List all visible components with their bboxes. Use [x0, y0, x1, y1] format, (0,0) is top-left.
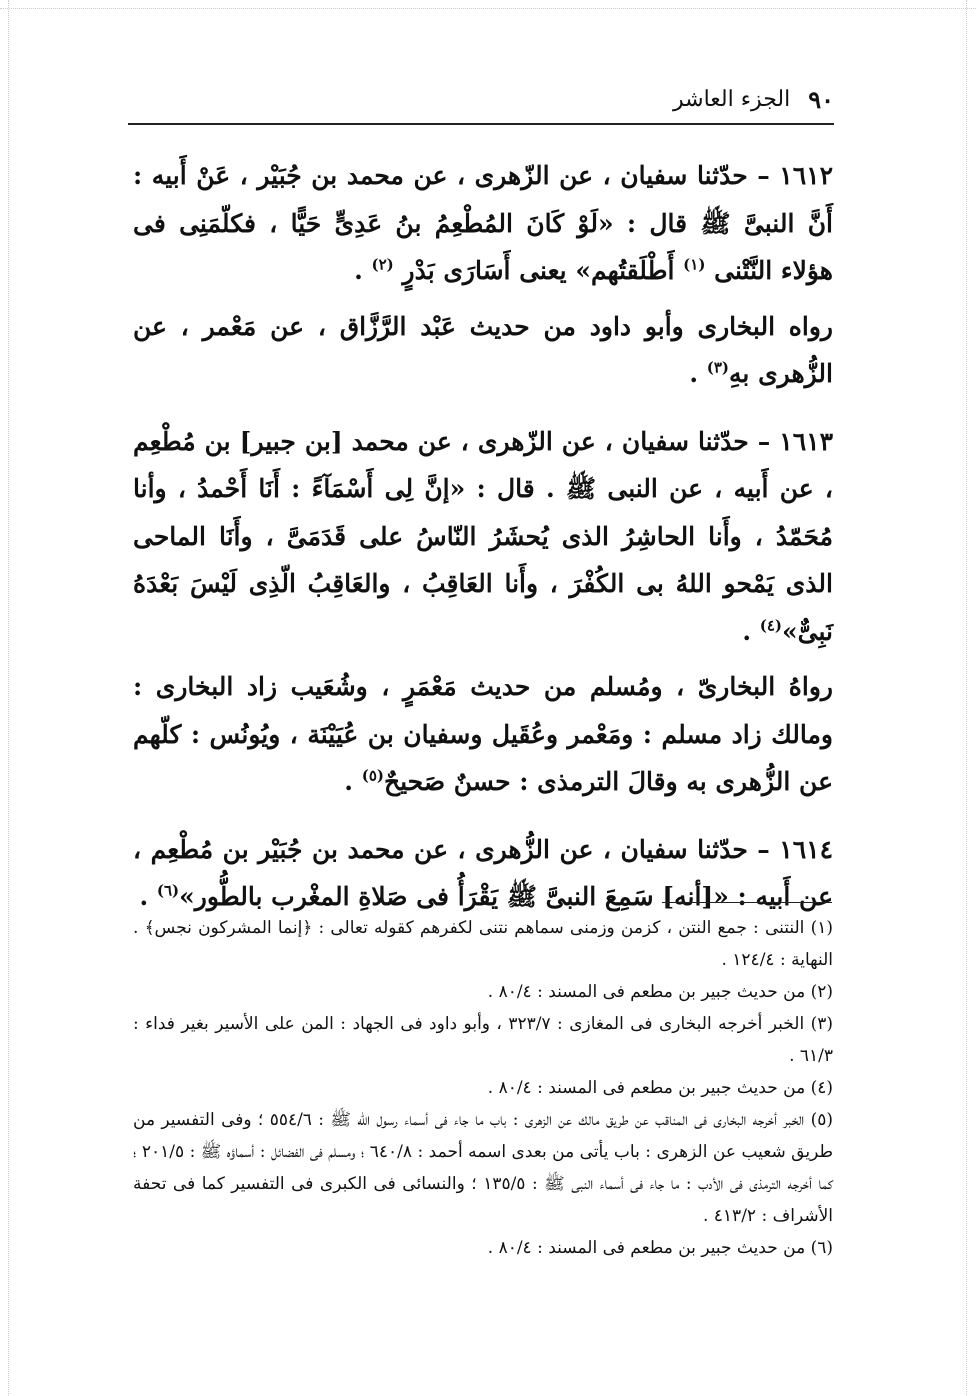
takhrij-1613-text: رواهُ البخارىّ ، ومُسلم من حديث مَعْمَرٍ ، وشُعَيب زاد البخارى : ومالك زاد مسلم : ومَعْمر وعُقَيل وسفيان بن عُيَيْنَة ، ويُونُس : كلّهم عن الزُّهرى به وقالَ الترمذى : حسنٌ صَحيحٌ [133, 672, 833, 796]
footnote-rule [662, 902, 832, 903]
scan-edge-left [8, 0, 10, 1396]
page-number: ٩٠ [808, 84, 834, 114]
hadith-1612-end: . [354, 256, 372, 285]
footnote-5: (٥) الخبر أخرجه البخارى فى المناقب عن طريق مالك عن الزهرى : باب ما جاء فى أسماء رسول الله ﷺ : ٥٥٤/٦ ؛ وفى التفسير من طريق شعيب عن الزهرى : باب يأتى من بعدى اسمه أحمد : ٦٤٠/٨ ؛ ومسلم فى الفضائل : أسماؤه ﷺ : ٢٠١/٥ ؛ كما أخرجه الترمذى فى الأدب : ما جاء فى أسماء النبى ﷺ : ١٣٥/٥ ؛ والنسائى فى الكبرى فى التفسير كما فى تحفة الأشراف : ٤١٣/٢ . [133, 1110, 833, 1226]
hadith-1613-text: ١٦١٣ – حدّثنا سفيان ، عن الزّهرى ، عن محمد [بن جبير] بن مُطْعِم ، عن أَبيه ، عن النبى ﷺ . قال : «إنَّ لِى أَسْمَآءً : أَنَا أَحْمدُ ، وأنا مُحَمّدُ ، وأَنا الحاشِرُ الذى يُحشَرُ النّاسُ على قَدَمَىَّ ، وأَنَا الماحى الذى يَمْحو اللهُ بى الكُفْرَ ، وأَنا العَاقِبُ ، والعَاقِبُ الّذِى لَيْسَ بَعْدَهُ نَبِىٌّ» [133, 426, 833, 646]
takhrij-1613-end: . [344, 767, 362, 796]
hadith-1612-takhrij [133, 303, 833, 398]
footnotes [133, 912, 833, 1264]
footnote-ref-6: (٦) [156, 881, 180, 900]
hadith-1614-text: ١٦١٤ – حدّثنا سفيان ، عن الزُّهرى ، عن محمد بن جُبَيْر بن مُطْعِم ، عن أَبيه : «[أنه] سَمِعَ النبىَّ ﷺ يَقْرَأُ فى صَلاةِ المغْرب بالطُّور» [133, 834, 833, 911]
footnote-3: (٣) الخبر أخرجه البخارى فى المغازى : ٣٢٣/٧ ، وأبو داود فى الجهاد : المن على الأسير بغير فداء : ٦١/٣ . [133, 1014, 834, 1066]
hadith-1612 [133, 152, 833, 295]
hadith-1613-takhrij [133, 663, 833, 806]
footnote-ref-5: (٥) [361, 766, 384, 785]
footnote-2: (٢) من حديث جبير بن مطعم فى المسند : ٨٠/٤ . [487, 982, 833, 1002]
hadith-1612-text: ١٦١٢ – حدّثنا سفيان ، عن الزّهرى ، عن محمد بن جُبَيْر ، عَنْ أَبيه : أَنَّ النبىَّ ﷺ قال : «لَوْ كَانَ المُطْعِمُ بنُ عَدِىٍّ حَيًّا ، فكلّمَنِى فى هؤلاء النَّتْنى [133, 161, 833, 285]
hadith-1612-text-cont: أَطْلَقتُهم» يعنى أَسَارَى بَدْرٍ [402, 256, 675, 285]
hadith-1613-end: . [742, 616, 760, 646]
running-header [128, 78, 834, 120]
header-rule [128, 123, 834, 125]
footnote-ref-3: (٣) [706, 358, 730, 377]
scan-edge-top [0, 8, 976, 10]
hadith-1614 [133, 826, 833, 921]
footnote-ref-2: (٢) [371, 255, 394, 274]
footnote-4: (٤) من حديث جبير بن مطعم فى المسند : ٨٠/٤ . [487, 1078, 833, 1098]
footnote-ref-1: (١) [683, 255, 706, 274]
footnote-1: (١) النتنى : جمع النتن ، كزمن وزمنى سماهم نتنى لكفرهم كقوله تعالى : ﴿إنما المشركون نجس﴾ . النهاية : ١٢٤/٤ . [133, 918, 833, 970]
hadith-1613 [133, 418, 833, 656]
takhrij-1612-text: رواه البخارى وأبو داود من حديث عَبْد الرَّزَّاق ، عن مَعْمر ، عن الزُّهرى بهِ [133, 311, 833, 388]
footnote-6: (٦) من حديث جبير بن مطعم فى المسند : ٨٠/٤ . [487, 1238, 833, 1258]
footnote-ref-4: (٤) [759, 616, 783, 635]
hadith-1614-end: . [139, 882, 157, 911]
takhrij-1612-end: . [689, 359, 707, 388]
main-text [133, 152, 833, 921]
scan-edge-right [966, 0, 968, 1396]
volume-title: الجزء العاشر [673, 86, 791, 112]
